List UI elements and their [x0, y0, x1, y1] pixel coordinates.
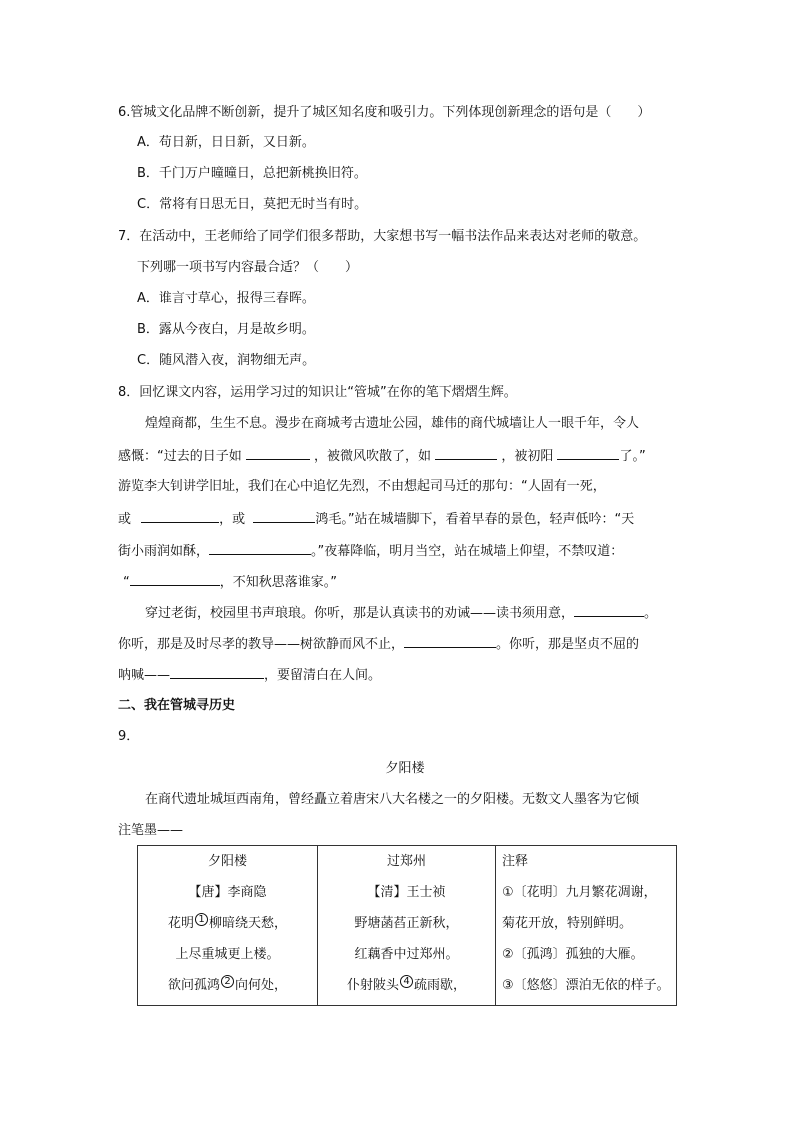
note-item: ①〔花明〕九月繁花凋谢，: [502, 885, 657, 900]
poem-author: 【清】王士祯: [367, 885, 446, 900]
text: 鸿毛。”站在城墙脚下，看着早春的景色，轻声低吟：“天: [315, 512, 635, 527]
q8-para1-line1: 煌煌商都，生生不息。漫步在商城考古遗址公园，雄伟的商代城墙让人一眼千年，令人: [145, 416, 640, 431]
note-item: ②〔孤鸿〕孤独的大雁。: [502, 947, 644, 962]
q6-stem: 6.管城文化品牌不断创新，提升了城区知名度和吸引力。下列体现创新理念的语句是（ ）: [118, 105, 651, 120]
q9-intro-line2: 注笔墨——: [118, 823, 184, 838]
q6-option-a: A．苟日新，日日新，又日新。: [137, 135, 315, 150]
text: ，被微风吹散了，如: [314, 449, 432, 464]
text: 仆射陂头: [346, 978, 399, 993]
q8-para1-line4: [118, 509, 634, 529]
poem-line: [138, 908, 317, 939]
q8-para1-line2: [118, 446, 646, 466]
q8-para1-line5: [118, 541, 623, 561]
note-item: 菊花开放，特别鲜明。: [502, 916, 633, 931]
poem-cell-guozhengzhou: [318, 846, 496, 1006]
answer-blank[interactable]: [435, 446, 497, 460]
poem-title: 过郑州: [386, 854, 426, 869]
text: 。: [644, 606, 658, 621]
text: 呐喊——: [118, 668, 171, 683]
q7-stem-line2: 下列哪一项书写内容最合适？（ ）: [137, 260, 359, 275]
poem-author: 【唐】李商隐: [188, 885, 267, 900]
q6-option-c: C．常将有日思无日，莫把无时当有时。: [137, 197, 368, 212]
text: 感慨：“过去的日子如: [118, 449, 242, 464]
note-item: ③〔悠悠〕漂泊无依的样子。: [502, 978, 670, 993]
q9-title: 夕阳楼: [385, 761, 425, 776]
section-heading: 二、我在管城寻历史: [118, 698, 236, 713]
text: 。你听，那是坚贞不屈的: [496, 637, 640, 652]
q8-stem: 8．回忆课文内容，运用学习过的知识让“管城”在你的笔下熠熠生辉。: [118, 385, 517, 400]
text: 你听，那是及时尽孝的教导——树欲静而风不止，: [118, 637, 405, 652]
text: 柳暗绕天愁，: [209, 916, 288, 931]
poem-line: 野塘菡萏正新秋，: [354, 916, 459, 931]
answer-blank[interactable]: [170, 665, 264, 679]
text: “: [123, 575, 130, 590]
answer-blank[interactable]: [209, 541, 311, 555]
q8-para2-line1: [145, 603, 657, 623]
answer-blank[interactable]: [253, 509, 315, 523]
text: 欲问孤鸿: [167, 978, 220, 993]
q7-stem-line1: 7．在活动中，王老师给了同学们很多帮助，大家想书写一幅书法作品来表达对老师的敬意。: [118, 229, 647, 244]
text: 疏雨歇，: [414, 978, 467, 993]
footnote-marker: 2: [221, 975, 234, 988]
q7-option-b: B．露从今夜白，月是故乡明。: [137, 322, 315, 337]
notes-cell: [496, 846, 677, 1006]
footnote-marker: 1: [195, 913, 208, 926]
answer-blank[interactable]: [404, 634, 496, 648]
q8-para1-line6: [123, 572, 337, 592]
answer-blank[interactable]: [130, 572, 220, 586]
poem-line: 上尽重城更上楼。: [175, 947, 280, 962]
text: 了。”: [619, 449, 646, 464]
footnote-marker: 4: [400, 975, 413, 988]
poem-line: [138, 970, 317, 1001]
text: 街小雨润如酥，: [118, 544, 210, 559]
text: 花明: [167, 916, 194, 931]
poem-title: 夕阳楼: [207, 854, 247, 869]
poem-line: [318, 970, 495, 1001]
q7-option-c: C．随风潜入夜，润物细无声。: [137, 353, 316, 368]
answer-blank[interactable]: [246, 446, 310, 460]
text: 或: [118, 512, 132, 527]
poem-cell-xiyanglou: [138, 846, 318, 1006]
text: 。”夜幕降临，明月当空，站在城墙上仰望，不禁叹道：: [311, 544, 624, 559]
text: ，要留清白在人间。: [264, 668, 382, 683]
notes-title: 注释: [502, 854, 529, 869]
text: ，或: [219, 512, 246, 527]
answer-blank[interactable]: [141, 509, 219, 523]
q9-number: 9．: [118, 729, 140, 744]
q7-option-a: A．谁言寸草心，报得三春晖。: [137, 291, 315, 306]
answer-blank[interactable]: [557, 446, 619, 460]
q8-para2-line2: [118, 634, 639, 654]
text: ，被初阳: [501, 449, 554, 464]
poem-line: 红藕香中过郑州。: [354, 947, 459, 962]
text: 穿过老街，校园里书声琅琅。你听，那是认真读书的劝诫——读书须用意，: [145, 606, 575, 621]
text: 向何处，: [235, 978, 288, 993]
q8-para1-line3: 游览李大钊讲学旧址，我们在心中追忆先烈，不由想起司马迁的那句：“人固有一死，: [118, 479, 606, 494]
q6-option-b: B．千门万户曈曈日，总把新桃换旧符。: [137, 166, 367, 181]
text: ，不知秋思落谁家。”: [219, 575, 337, 590]
poem-table: [137, 845, 677, 1006]
q8-para2-line3: [118, 665, 381, 685]
q9-intro-line1: 在商代遗址城垣西南角，曾经矗立着唐宋八大名楼之一的夕阳楼。无数文人墨客为它倾: [145, 792, 640, 807]
answer-blank[interactable]: [574, 603, 644, 617]
